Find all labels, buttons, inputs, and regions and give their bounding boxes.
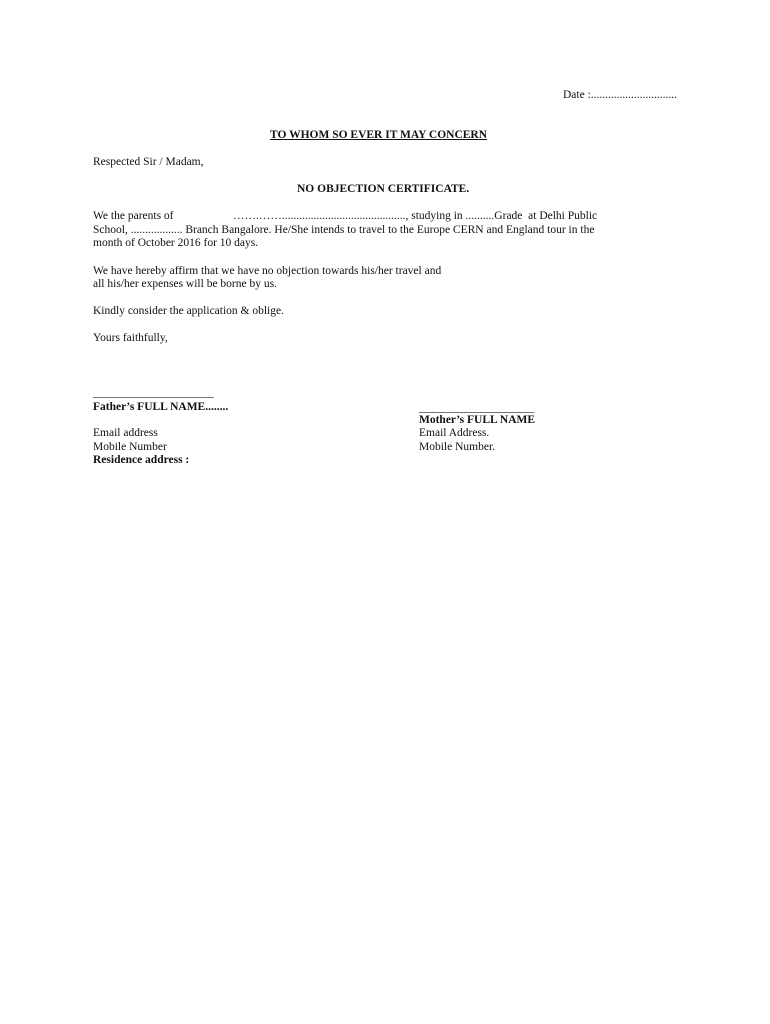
letter-heading: TO WHOM SO EVER IT MAY CONCERN [270, 129, 488, 141]
father-signature-line: _____________________ [93, 387, 214, 399]
father-name: Father’s FULL NAME........ [93, 401, 229, 413]
salutation: Respected Sir / Madam, [93, 156, 204, 168]
paragraph-consent-line2: School, .................. Branch Bangalore. He/She intends to travel to the Europe CERN and England tour in the [93, 224, 595, 236]
father-residence-address: Residence address : [93, 454, 190, 466]
date-line: Date :.............................. [563, 89, 678, 101]
paragraph-consent-lead: We the parents of [93, 210, 174, 222]
father-mobile: Mobile Number [93, 441, 167, 453]
paragraph-request: Kindly consider the application & oblige. [93, 305, 284, 317]
mother-email: Email Address. [419, 427, 490, 439]
paragraph-affirmation-line2: all his/her expenses will be borne by us. [93, 278, 277, 290]
mother-mobile: Mobile Number. [419, 441, 496, 453]
closing-line: Yours faithfully, [93, 332, 168, 344]
mother-signature-line: ____________________ [419, 402, 534, 414]
father-email: Email address [93, 427, 158, 439]
mother-name: Mother’s FULL NAME [419, 414, 536, 426]
paragraph-affirmation-line1: We have hereby affirm that we have no objection towards his/her travel and [93, 265, 442, 277]
paragraph-consent-line3: month of October 2016 for 10 days. [93, 237, 259, 249]
paragraph-consent-line1: …….……..........................................., studying in ..........Grade at Delhi Public [233, 210, 598, 222]
certificate-subject: NO OBJECTION CERTIFICATE. [297, 183, 470, 195]
